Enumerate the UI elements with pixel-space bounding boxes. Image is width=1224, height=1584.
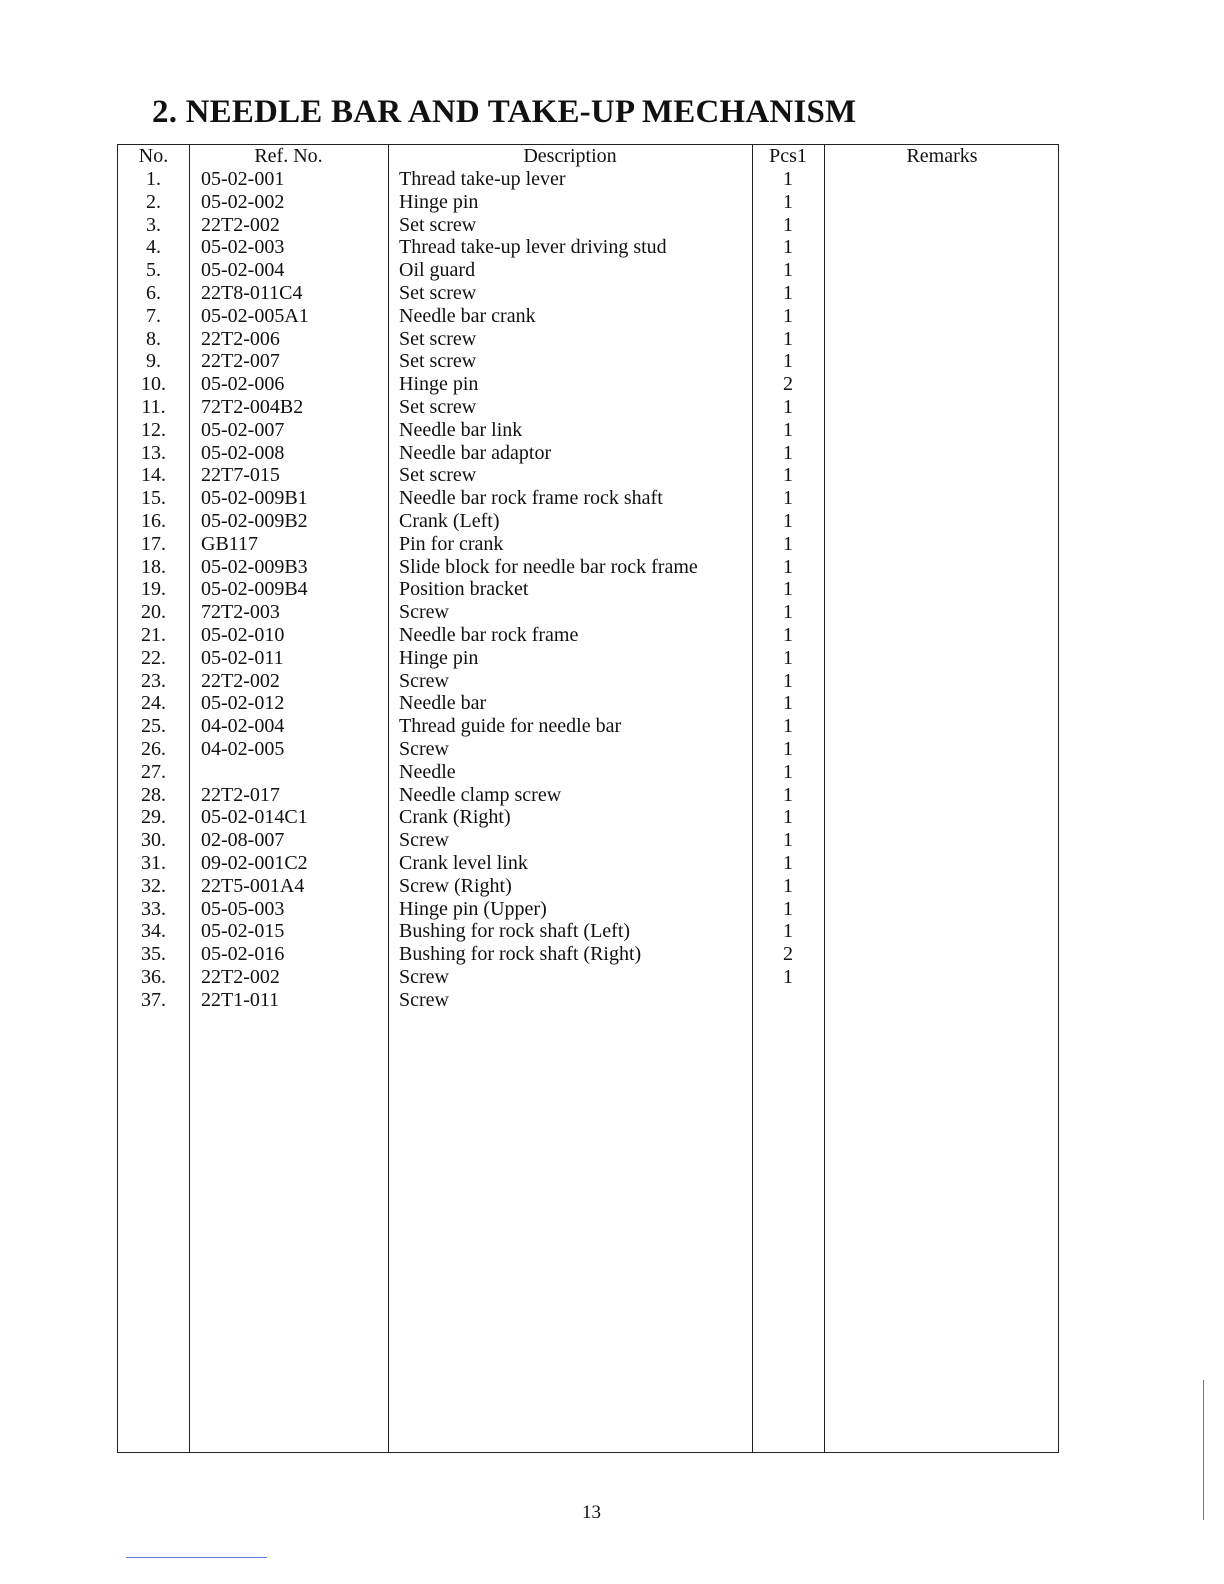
cell-description: Crank level link <box>399 851 528 874</box>
cell-description: Bushing for rock shaft (Left) <box>399 920 631 943</box>
page-number: 13 <box>582 1502 601 1523</box>
cell-description: Crank (Right) <box>399 806 511 829</box>
cell-description: Crank (Left) <box>399 509 500 532</box>
cell-pcs: 1 <box>783 190 793 213</box>
cell-no: 36. <box>141 965 166 988</box>
cell-no: 31. <box>141 851 166 874</box>
cell-ref-no: 72T2-004B2 <box>201 395 304 418</box>
cell-pcs: 2 <box>783 943 793 966</box>
header-description: Description <box>523 145 617 167</box>
cell-no: 30. <box>141 829 166 852</box>
cell-description: Set screw <box>399 213 477 236</box>
header-remarks: Remarks <box>906 145 978 167</box>
cell-description: Screw <box>399 669 449 692</box>
table-row <box>118 442 1058 465</box>
cell-no: 1. <box>146 168 161 190</box>
cell-no: 24. <box>141 692 166 715</box>
cell-no: 19. <box>141 578 166 601</box>
cell-ref-no: 22T2-002 <box>201 669 280 692</box>
cell-ref-no: 05-02-012 <box>201 692 285 715</box>
footer-line <box>126 1557 267 1558</box>
cell-pcs: 1 <box>783 441 793 464</box>
cell-pcs: 1 <box>783 851 793 874</box>
cell-description: Needle bar rock frame rock shaft <box>399 487 663 510</box>
cell-pcs: 1 <box>783 532 793 555</box>
table-body <box>118 168 1058 1011</box>
table-row <box>118 168 1058 191</box>
cell-ref-no: 05-02-009B2 <box>201 509 308 532</box>
table-row <box>118 373 1058 396</box>
cell-description: Oil guard <box>399 259 476 282</box>
table-row <box>118 647 1058 670</box>
cell-description: Needle bar <box>399 692 487 715</box>
table-row <box>118 989 1058 1012</box>
cell-ref-no: 22T8-011C4 <box>201 281 303 304</box>
cell-no: 20. <box>141 601 166 624</box>
cell-no: 35. <box>141 943 166 966</box>
cell-pcs: 1 <box>783 623 793 646</box>
header-no: No. <box>138 145 169 167</box>
cell-description: Set screw <box>399 327 477 350</box>
table-row <box>118 259 1058 282</box>
cell-no: 26. <box>141 737 166 760</box>
cell-ref-no: 05-02-016 <box>201 943 285 966</box>
cell-description: Set screw <box>399 350 477 373</box>
cell-pcs: 1 <box>783 464 793 487</box>
cell-no: 18. <box>141 555 166 578</box>
cell-ref-no: 05-05-003 <box>201 897 285 920</box>
cell-description: Screw <box>399 737 449 760</box>
cell-pcs: 1 <box>783 213 793 236</box>
cell-description: Screw (Right) <box>399 874 512 897</box>
cell-no: 10. <box>141 373 166 396</box>
cell-pcs: 1 <box>783 281 793 304</box>
cell-description: Hinge pin <box>399 646 479 669</box>
cell-description: Screw <box>399 965 449 988</box>
cell-pcs: 1 <box>783 874 793 897</box>
cell-no: 21. <box>141 623 166 646</box>
cell-pcs: 1 <box>783 783 793 806</box>
cell-ref-no: 72T2-003 <box>201 601 280 624</box>
table-row <box>118 806 1058 829</box>
parts-table <box>117 144 1059 1453</box>
cell-pcs: 1 <box>783 601 793 624</box>
cell-pcs: 1 <box>783 829 793 852</box>
cell-no: 11. <box>141 395 166 418</box>
table-row <box>118 898 1058 921</box>
cell-description: Hinge pin <box>399 190 479 213</box>
cell-description: Position bracket <box>399 578 529 601</box>
cell-pcs: 1 <box>783 350 793 373</box>
cell-ref-no: 05-02-004 <box>201 259 285 282</box>
cell-ref-no: 05-02-003 <box>201 236 285 259</box>
table-row <box>118 715 1058 738</box>
cell-pcs: 1 <box>783 168 793 190</box>
cell-pcs: 1 <box>783 965 793 988</box>
table-row <box>118 305 1058 328</box>
table-row <box>118 692 1058 715</box>
cell-no: 12. <box>141 418 166 441</box>
cell-ref-no: 05-02-005A1 <box>201 304 309 327</box>
cell-ref-no: 05-02-010 <box>201 623 285 646</box>
table-row <box>118 533 1058 556</box>
table-row <box>118 670 1058 693</box>
scan-edge-line <box>1203 1380 1204 1520</box>
cell-ref-no: 05-02-011 <box>201 646 284 669</box>
cell-ref-no: 02-08-007 <box>201 829 285 852</box>
cell-pcs: 1 <box>783 327 793 350</box>
cell-pcs: 1 <box>783 806 793 829</box>
cell-pcs: 1 <box>783 487 793 510</box>
cell-description: Set screw <box>399 395 477 418</box>
page-title: 2. NEEDLE BAR AND TAKE-UP MECHANISM <box>152 94 857 130</box>
cell-description: Set screw <box>399 464 477 487</box>
cell-no: 3. <box>146 213 161 236</box>
cell-description: Slide block for needle bar rock frame <box>399 555 698 578</box>
cell-ref-no: 22T1-011 <box>201 988 280 1011</box>
cell-no: 16. <box>141 509 166 532</box>
cell-description: Set screw <box>399 281 477 304</box>
cell-pcs: 1 <box>783 395 793 418</box>
cell-pcs: 1 <box>783 236 793 259</box>
cell-description: Needle <box>399 760 456 783</box>
cell-ref-no: 05-02-015 <box>201 920 285 943</box>
table-row <box>118 236 1058 259</box>
cell-description: Thread guide for needle bar <box>399 715 622 738</box>
cell-ref-no: 04-02-005 <box>201 737 285 760</box>
cell-no: 17. <box>141 532 166 555</box>
table-row <box>118 350 1058 373</box>
cell-ref-no: 22T2-017 <box>201 783 280 806</box>
table-row <box>118 601 1058 624</box>
cell-description: Needle bar crank <box>399 304 536 327</box>
cell-no: 27. <box>141 760 166 783</box>
cell-description: Screw <box>399 829 449 852</box>
cell-pcs: 1 <box>783 715 793 738</box>
table-row <box>118 761 1058 784</box>
table-row <box>118 852 1058 875</box>
cell-pcs: 1 <box>783 646 793 669</box>
table-row <box>118 966 1058 989</box>
cell-pcs: 1 <box>783 669 793 692</box>
cell-ref-no: 05-02-009B3 <box>201 555 308 578</box>
cell-pcs: 1 <box>783 555 793 578</box>
table-row <box>118 328 1058 351</box>
cell-description: Thread take-up lever <box>399 168 566 190</box>
cell-pcs: 1 <box>783 509 793 532</box>
table-row <box>118 510 1058 533</box>
cell-description: Screw <box>399 601 449 624</box>
cell-ref-no: 05-02-007 <box>201 418 285 441</box>
cell-ref-no: 04-02-004 <box>201 715 285 738</box>
cell-description: Hinge pin (Upper) <box>399 897 547 920</box>
cell-no: 23. <box>141 669 166 692</box>
cell-ref-no: 22T2-002 <box>201 213 280 236</box>
table-row <box>118 282 1058 305</box>
header-ref-no: Ref. No. <box>254 145 323 167</box>
cell-pcs: 1 <box>783 692 793 715</box>
cell-no: 5. <box>146 259 161 282</box>
cell-ref-no: 05-02-001 <box>201 168 285 190</box>
cell-pcs: 1 <box>783 897 793 920</box>
table-row <box>118 875 1058 898</box>
cell-description: Needle bar link <box>399 418 523 441</box>
cell-description: Bushing for rock shaft (Right) <box>399 943 642 966</box>
table-row <box>118 829 1058 852</box>
cell-pcs: 1 <box>783 920 793 943</box>
cell-pcs: 1 <box>783 259 793 282</box>
cell-no: 14. <box>141 464 166 487</box>
table-row <box>118 920 1058 943</box>
cell-no: 2. <box>146 190 161 213</box>
cell-pcs: 1 <box>783 578 793 601</box>
cell-ref-no: 22T2-007 <box>201 350 280 373</box>
table-row <box>118 487 1058 510</box>
cell-no: 29. <box>141 806 166 829</box>
cell-no: 15. <box>141 487 166 510</box>
cell-ref-no: 09-02-001C2 <box>201 851 308 874</box>
cell-pcs: 1 <box>783 737 793 760</box>
cell-no: 37. <box>141 988 166 1011</box>
cell-ref-no: 22T2-002 <box>201 965 280 988</box>
cell-description: Screw <box>399 988 449 1011</box>
table-row <box>118 556 1058 579</box>
cell-ref-no: 05-02-002 <box>201 190 285 213</box>
cell-description: Pin for crank <box>399 532 504 555</box>
cell-ref-no: GB117 <box>201 532 259 555</box>
table-row <box>118 784 1058 807</box>
table-row <box>118 943 1058 966</box>
cell-no: 6. <box>146 281 161 304</box>
cell-ref-no: 22T2-006 <box>201 327 280 350</box>
cell-description: Needle bar rock frame <box>399 623 579 646</box>
cell-description: Thread take-up lever driving stud <box>399 236 667 259</box>
table-row <box>118 464 1058 487</box>
cell-no: 13. <box>141 441 166 464</box>
cell-ref-no: 05-02-006 <box>201 373 285 396</box>
cell-no: 28. <box>141 783 166 806</box>
cell-no: 33. <box>141 897 166 920</box>
cell-pcs: 2 <box>783 373 793 396</box>
table-row <box>118 624 1058 647</box>
cell-no: 8. <box>146 327 161 350</box>
cell-no: 25. <box>141 715 166 738</box>
cell-no: 34. <box>141 920 166 943</box>
cell-ref-no: 05-02-009B1 <box>201 487 308 510</box>
cell-no: 9. <box>146 350 161 373</box>
table-row <box>118 419 1058 442</box>
cell-ref-no: 22T5-001A4 <box>201 874 305 897</box>
table-row <box>118 396 1058 419</box>
table-row <box>118 214 1058 237</box>
cell-ref-no: 05-02-014C1 <box>201 806 308 829</box>
cell-description: Needle clamp screw <box>399 783 562 806</box>
cell-no: 32. <box>141 874 166 897</box>
cell-ref-no: 22T7-015 <box>201 464 280 487</box>
cell-pcs: 1 <box>783 760 793 783</box>
cell-description: Hinge pin <box>399 373 479 396</box>
cell-no: 7. <box>146 304 161 327</box>
table-row <box>118 578 1058 601</box>
cell-ref-no: 05-02-009B4 <box>201 578 308 601</box>
table-row <box>118 191 1058 214</box>
cell-pcs: 1 <box>783 418 793 441</box>
cell-no: 22. <box>141 646 166 669</box>
cell-ref-no: 05-02-008 <box>201 441 285 464</box>
header-pcs: Pcs1 <box>769 145 807 167</box>
cell-no: 4. <box>146 236 161 259</box>
table-row <box>118 738 1058 761</box>
cell-description: Needle bar adaptor <box>399 441 552 464</box>
cell-pcs: 1 <box>783 304 793 327</box>
